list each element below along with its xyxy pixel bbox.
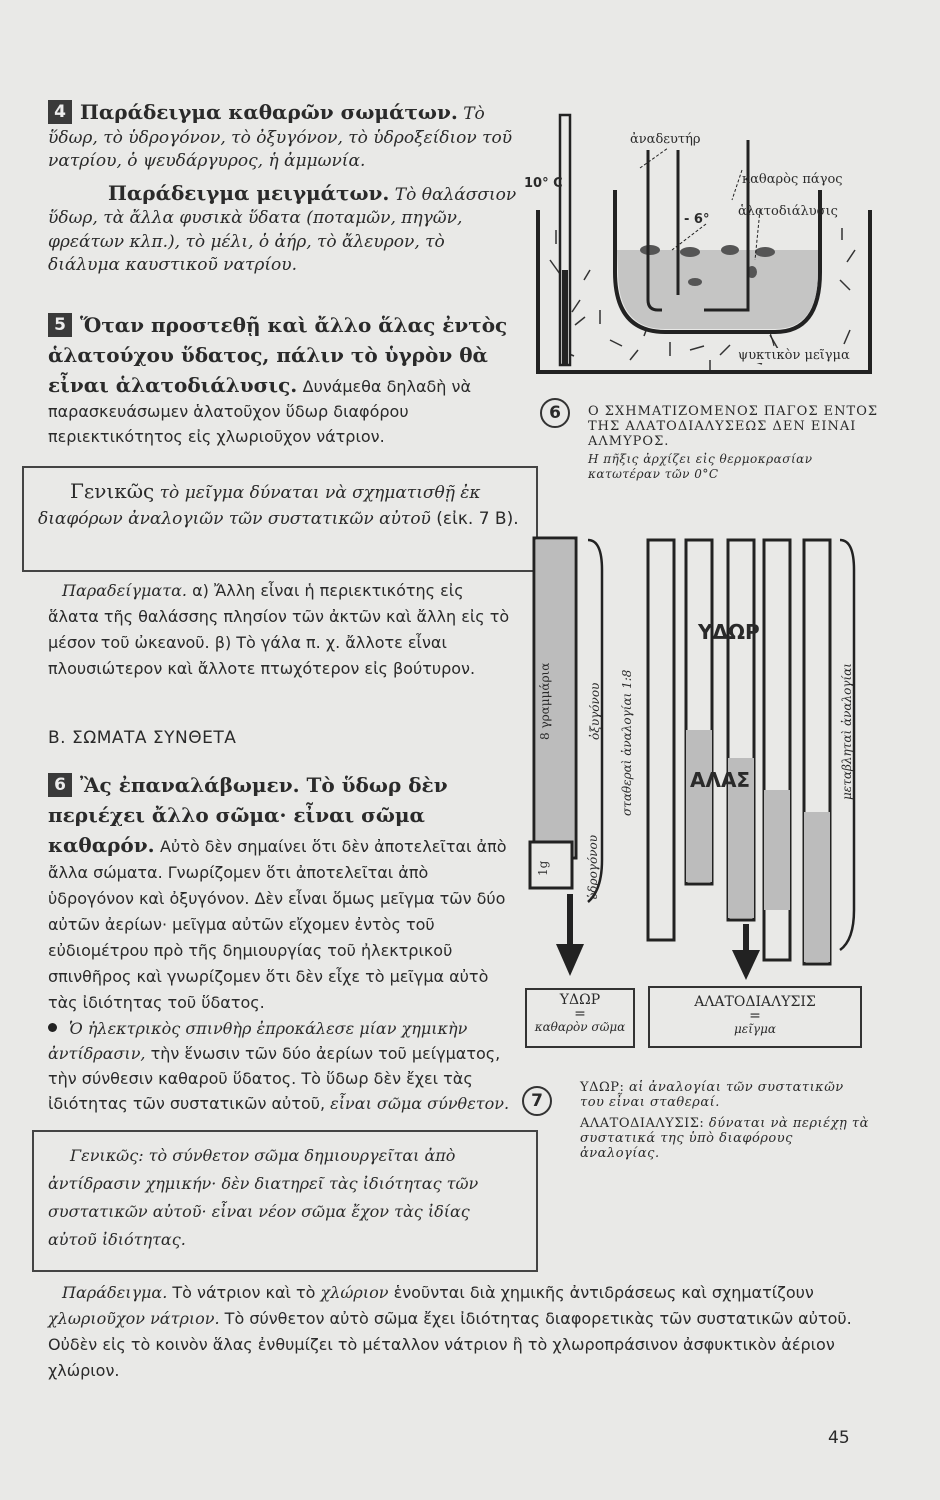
figure-number: 6	[540, 398, 570, 428]
final-example	[48, 1280, 858, 1384]
summary-box-2	[32, 1130, 538, 1272]
caption-title: ΑΛΑΤΟΔΙΑΛΥΣΙΣ:	[580, 1116, 705, 1131]
final-text-1: Τὸ νάτριον καὶ τὸ	[172, 1283, 316, 1302]
figure-6-caption-text: Η πῆξις ἀρχίζει εἰς θερμοκρασίαν κατωτέραν τῶν 0°C	[588, 452, 813, 481]
label-fixed-ratios: σταθεραὶ ἀναλογίαι 1:8	[620, 669, 634, 816]
bullet-italic: Ὁ ἠλεκτρικὸς σπινθὴρ ἐπροκάλεσε μίαν χημικὴν ἀντίδρασιν,	[48, 1019, 468, 1063]
bullet-dot	[48, 1023, 57, 1032]
box-text: τὸ σύνθετον σῶμα δημιουργεῖται ἀπὸ ἀντίδρασιν χημικήν· δὲν διατηρεῖ τὰς ἰδιότητας τῶν συστατικῶν αὐτοῦ· εἶναι νέον σῶμα ἔχον τὰς ἰδίας αὐτοῦ ἰδιότητας.	[48, 1146, 479, 1249]
label-8-grams: 8 γραμμάρια	[538, 662, 552, 740]
result-sub: μεῖγμα	[733, 1022, 777, 1036]
section-title: Ὅταν προστεθῇ καὶ ἄλλο ἅλας ἐντὸς ἁλατούχου ὕδατος, πάλιν τὸ ὑγρὸν θὰ εἶναι ἁλατοδιάλυσις.	[48, 313, 508, 397]
examples-lead: Παραδείγματα.	[62, 581, 187, 600]
label-stirrer: ἀναδευτήρ	[630, 132, 701, 147]
section-number: 5	[48, 313, 72, 337]
section-text: Τὸ ὕδωρ, τὸ ὑδρογόνον, τὸ ὀξυγόνον, τὸ ὑδροξείδιον τοῦ νατρίου, ὁ ψευδάργυρος, ἡ ἀμμωνία.	[48, 104, 513, 171]
section-title: Παράδειγμα καθαρῶν σωμάτων.	[80, 100, 458, 124]
figure-6-number	[540, 398, 570, 428]
label-salt-bar: ΑΛΑΣ	[690, 768, 751, 792]
result-title: ΑΛΑΤΟΔΙΑΛΥΣΙΣ	[694, 994, 816, 1010]
section-4	[48, 100, 518, 278]
result-box-water	[525, 988, 635, 1048]
caption-text: αἱ ἀναλογίαι τῶν συστατικῶν του εἶναι σταθεραί.	[580, 1080, 844, 1110]
section-text: Τὸ θαλάσσιον ὕδωρ, τὰ ἄλλα φυσικὰ ὕδατα (ποταμῶν, πηγῶν, φρεάτων κλπ.), τὸ μέλι, ὁ ἀήρ, τὸ ἄλευρον, τὸ διάλυμα καυστικοῦ νατρίου.	[48, 184, 517, 275]
figure-7-number	[522, 1086, 552, 1116]
figure-7-caption-2	[580, 1116, 870, 1161]
result-equals: =	[749, 1008, 761, 1024]
figure-7-caption-1	[580, 1080, 870, 1110]
caption-text: δύναται νὰ περιέχῃ τὰ συστατικά της ὑπὸ διαφόρους ἀναλογίας.	[580, 1116, 869, 1161]
bullet-end: εἶναι σῶμα σύνθετον.	[330, 1094, 510, 1113]
section-title: Ἂς ἐπαναλάβωμεν. Τὸ ὕδωρ δὲν περιέχει ἄλλο σῶμα· εἶναι σῶμα καθαρόν.	[48, 773, 448, 857]
figure-ref: (εἰκ. 7 Β).	[436, 509, 519, 529]
label-pure-ice: καθαρὸς πάγος	[742, 172, 843, 187]
label-variable-ratios: μεταβληταὶ ἀναλογίαι	[840, 663, 854, 800]
figure-number: 7	[522, 1086, 552, 1116]
figure-6-drawing	[520, 110, 880, 378]
label-temperature: 10° C	[524, 176, 563, 191]
label-hydrogen: ὑδρογόνου	[586, 834, 600, 900]
examples	[48, 578, 518, 682]
summary-box-1	[22, 466, 538, 572]
section-6	[48, 770, 518, 1116]
final-lead: Παράδειγμα.	[62, 1283, 168, 1302]
label-salt-solution: ἁλατοδιάλυσις	[738, 204, 838, 219]
bullet-text: τὴν ἕνωσιν τῶν δύο ἀερίων τοῦ μείγματος, τὴν σύνθεσιν καθαροῦ ὕδατος. Τὸ ὕδωρ δὲν ἔχει τὰς ἰδιότητας τῶν συστατικῶν αὐτοῦ,	[48, 1044, 501, 1113]
result-title: ΥΔΩΡ	[559, 992, 601, 1008]
label-oxygen: ὀξυγόνου	[588, 682, 602, 740]
figure-7-drawing	[520, 530, 880, 990]
box-text: τὸ μεῖγμα δύναται νὰ σχηματισθῇ ἐκ διαφόρων ἀναλογιῶν τῶν συστατικῶν αὐτοῦ	[38, 483, 481, 529]
result-box-solution	[648, 986, 862, 1048]
final-chlorine: χλώριον	[320, 1283, 389, 1302]
label-1-gram: 1g	[536, 860, 550, 876]
page-number: 45	[828, 1428, 850, 1448]
section-b-heading: Β. ΣΩΜΑΤΑ ΣΥΝΘΕΤΑ	[48, 728, 237, 748]
examples-text: α) Ἄλλη εἶναι ἡ περιεκτικότης εἰς ἅλατα τῆς θαλάσσης πλησίον τῶν ἀκτῶν καὶ ἄλλη εἰς τὸ μέσον τοῦ ὠκεανοῦ. β) Τὸ γάλα π. χ. ἄλλοτε εἶναι πλουσιώτερον καὶ ἄλλοτε πτωχότερον εἰς βούτυρον.	[48, 581, 510, 678]
result-equals: =	[574, 1006, 586, 1022]
label-cooling-mix: ψυκτικὸν μεῖγμα	[738, 348, 850, 363]
section-text: Δυνάμεθα δηλαδὴ νὰ παρασκευάσωμεν ἁλατοῦχον ὕδωρ διαφόρου περιεκτικότητος εἰς χλωριοῦχον νάτριον.	[48, 377, 472, 446]
figure-6-caption-title: Ο ΣΧΗΜΑΤΙΖΟΜΕΝΟΣ ΠΑΓΟΣ ΕΝΤΟΣ ΤΗΣ ΑΛΑΤΟΔΙΑΛΥΣΕΩΣ ΔΕΝ ΕΙΝΑΙ ΑΛΜΥΡΟΣ.	[588, 404, 879, 449]
section-subtitle: Παράδειγμα μειγμάτων.	[108, 180, 390, 205]
section-text: Αὐτὸ δὲν σημαίνει ὅτι δὲν ἀποτελεῖται ἀπὸ ἄλλα σώματα. Γνωρίζομεν ὅτι ἀποτελεῖται ἀπὸ ὑδρογόνον καὶ ὀξυγόνον. Δὲν εἶναι ὅμως μεῖγμα τῶν δύο αὐτῶν ἀερίων· μεῖγμα αὐτῶν εἴχομεν ἐντὸς τοῦ εὐδιομέτρου πρὸ τῆς δημιουργίας τοῦ ἠλεκτρικοῦ σπινθῆρος καὶ γνωρίζομεν ὅτι δὲν εἶχε τὸ μεῖγμα αὐτὸ τὰς ἰδιότητας τοῦ ὕδατος.	[48, 837, 507, 1012]
caption-title: ΥΔΩΡ:	[580, 1080, 625, 1095]
box-lead: Γενικῶς:	[70, 1146, 144, 1165]
section-number: 4	[48, 100, 72, 124]
box-lead: Γενικῶς	[70, 479, 155, 503]
label-water-bar: ΥΔΩΡ	[698, 620, 760, 644]
final-nacl: χλωριοῦχον νάτριον.	[48, 1309, 220, 1328]
result-sub: καθαρὸν σῶμα	[534, 1020, 626, 1034]
final-text-3: Τὸ σύνθετον αὐτὸ σῶμα ἔχει ἰδιότητας διαφορετικὰς τῶν συστατικῶν αὐτοῦ. Οὐδὲν εἰς τὸ κοινὸν ἅλας ἐνθυμίζει τὸ μέταλλον νάτριον ἢ τὸ χλωροπράσινον ἀσφυκτικὸν ἀέριον χλώριον.	[48, 1309, 852, 1380]
section-5	[48, 310, 518, 449]
section-number: 6	[48, 773, 72, 797]
final-text-2: ἑνοῦνται διὰ χημικῆς ἀντιδράσεως καὶ σχηματίζουν	[393, 1283, 814, 1302]
label-minus-6: - 6°	[684, 212, 710, 227]
